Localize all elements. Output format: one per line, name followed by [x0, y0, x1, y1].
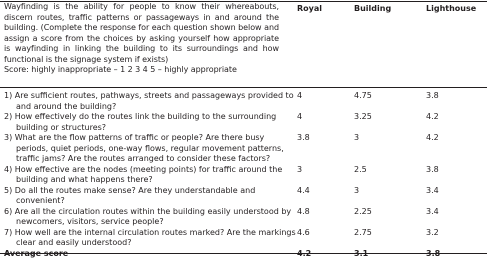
table-row	[0, 207, 487, 228]
question-table	[0, 91, 487, 259]
lighthouse-score: 3.2	[426, 228, 439, 239]
intro-paragraph: Wayfinding is the ability for people to know their whereabouts, discern routes, traffic patterns or passageways in and around the building. (Complete the response for each question shown below and assign a score from the choices by asking yourself how appropriate is wayfinding in linking the building to its surroundings and how functional is the signage system if exists)	[4, 2, 279, 65]
question-text: 6) Are all the circulation routes within the building easily understood by newcomers, visitors, service people?	[4, 207, 299, 228]
royal-score: 4	[297, 91, 302, 102]
royal-average: 4.2	[297, 249, 311, 259]
table-row	[0, 186, 487, 207]
building-score: 3	[354, 133, 359, 144]
bottom-rule	[0, 253, 487, 254]
building-score: 2.75	[354, 228, 372, 239]
building-score: 2.5	[354, 165, 367, 176]
table-row	[0, 133, 487, 165]
table-row	[0, 165, 487, 186]
question-text: 3) What are the flow patterns of traffic or people? Are there busy periods, quiet periods, one-way flows, regular movement patterns, traffic jams? Are the routes arranged to consider these factors?	[4, 133, 299, 165]
header-rule	[0, 87, 487, 88]
average-label: Average score	[4, 249, 287, 259]
royal-score: 4.8	[297, 207, 310, 218]
lighthouse-score: 3.4	[426, 207, 439, 218]
intro-text	[4, 2, 279, 76]
column-header-building: Building	[354, 4, 391, 15]
building-score: 4.75	[354, 91, 372, 102]
building-score: 3.25	[354, 112, 372, 123]
building-average: 3.1	[354, 249, 368, 259]
question-text: 1) Are sufficient routes, pathways, streets and passageways provided to and around the building?	[4, 91, 299, 112]
royal-score: 4.6	[297, 228, 310, 239]
lighthouse-score: 3.8	[426, 91, 439, 102]
royal-score: 3	[297, 165, 302, 176]
royal-score: 4.4	[297, 186, 310, 197]
question-text: 2) How effectively do the routes link the building to the surrounding building or structures?	[4, 112, 299, 133]
table-row	[0, 112, 487, 133]
table-row	[0, 228, 487, 249]
column-header-lighthouse: Lighthouse	[426, 4, 476, 15]
lighthouse-score: 4.2	[426, 112, 439, 123]
table-row	[0, 91, 487, 112]
question-text: 7) How well are the internal circulation routes marked? Are the markings clear and easily understood?	[4, 228, 299, 249]
building-score: 2.25	[354, 207, 372, 218]
royal-score: 4	[297, 112, 302, 123]
lighthouse-score: 3.8	[426, 165, 439, 176]
question-text: 4) How effective are the nodes (meeting points) for traffic around the building and what happens there?	[4, 165, 299, 186]
lighthouse-score: 4.2	[426, 133, 439, 144]
royal-score: 3.8	[297, 133, 310, 144]
question-text: 5) Do all the routes make sense? Are they understandable and convenient?	[4, 186, 299, 207]
score-scale: Score: highly inappropriate – 1 2 3 4 5 – highly appropriate	[4, 65, 279, 76]
lighthouse-average: 3.8	[426, 249, 440, 259]
lighthouse-score: 3.4	[426, 186, 439, 197]
column-header-royal: Royal	[297, 4, 322, 15]
building-score: 3	[354, 186, 359, 197]
